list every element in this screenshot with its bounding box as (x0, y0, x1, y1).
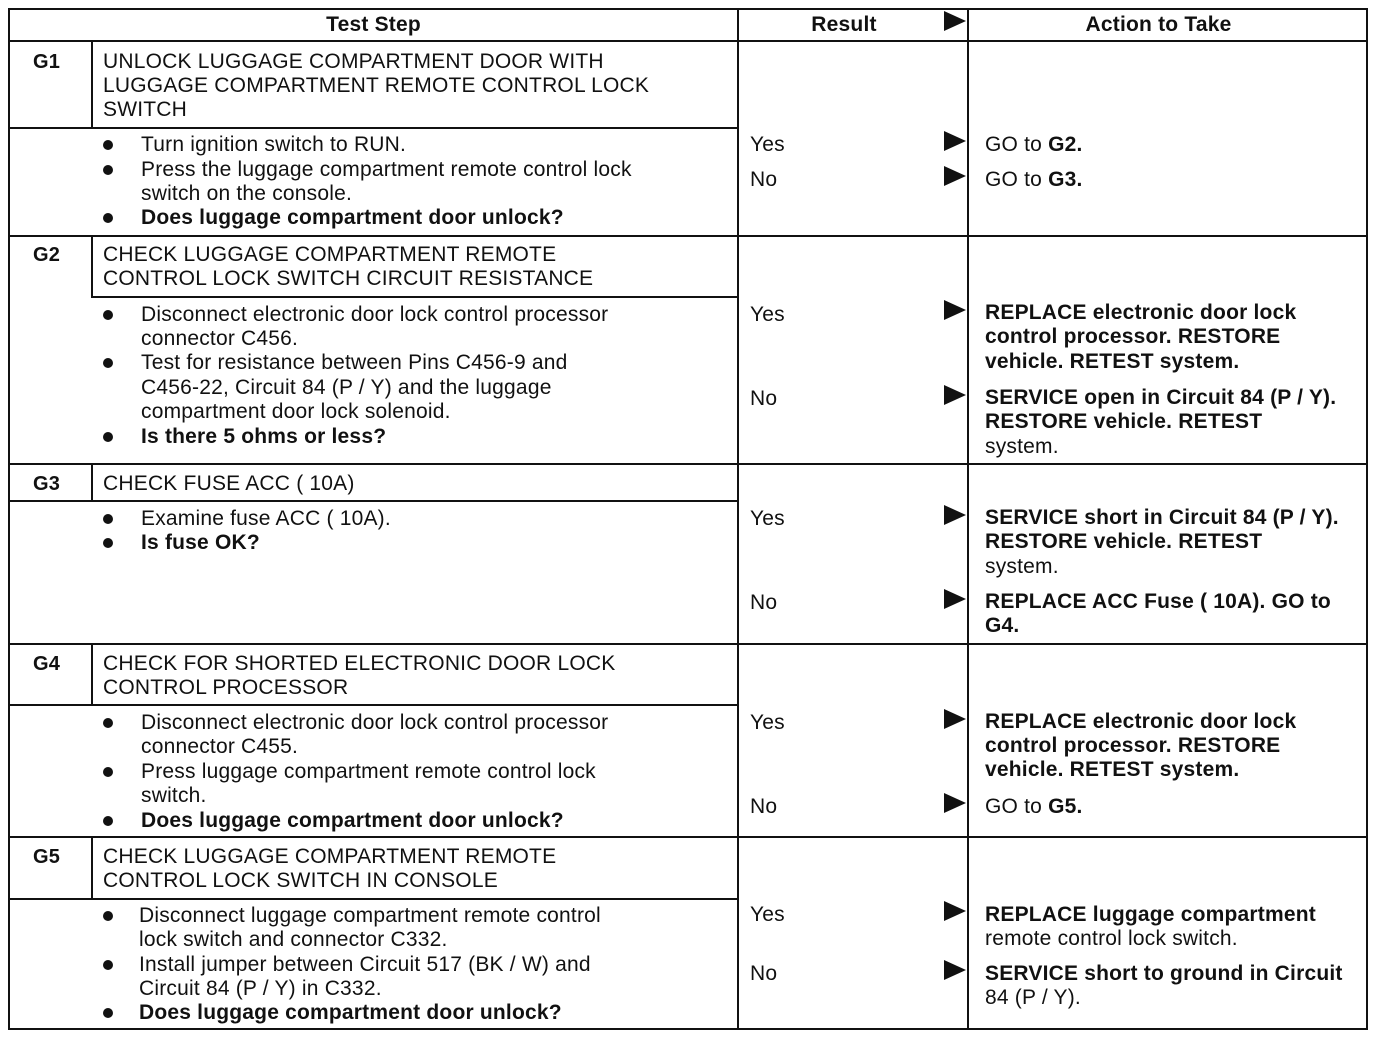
result-label: No (750, 168, 778, 191)
row-sep-g5 (8, 836, 1368, 838)
col-sep-result (737, 8, 739, 1030)
bullet-icon (103, 767, 113, 777)
bullet-text: connector C455. (141, 735, 299, 758)
title-rule-g1 (8, 127, 737, 129)
header-arrow-icon (944, 11, 966, 31)
action-text-part: . (1076, 795, 1083, 818)
bullet-text: Circuit 84 (P / Y) in C332. (139, 977, 382, 1000)
bullet-icon (103, 514, 113, 524)
action-text-line: RESTORE vehicle. RETEST (985, 410, 1263, 433)
bullet-icon (103, 816, 113, 826)
frame-top (8, 8, 1368, 10)
result-label: Yes (750, 507, 785, 530)
bullet-text: Disconnect electronic door lock control processor (141, 303, 609, 326)
action-step-ref: G5 (1048, 795, 1077, 818)
step-id: G2 (33, 244, 61, 266)
action-text-line: control processor. RESTORE (985, 734, 1281, 757)
bullet-text: Test for resistance between Pins C456-9 and (141, 351, 568, 374)
bullet-icon (103, 960, 113, 970)
bullet-text: lock switch and connector C332. (139, 928, 448, 951)
action-text-line: remote control lock switch. (985, 927, 1238, 950)
action-step-ref: G2 (1048, 133, 1077, 156)
arrow-right-icon (944, 709, 966, 729)
action-text-line: system. (985, 555, 1059, 578)
step-title-line: CHECK LUGGAGE COMPARTMENT REMOTE (103, 845, 557, 868)
step-title-line: CONTROL LOCK SWITCH IN CONSOLE (103, 869, 498, 892)
step-title-line: CHECK LUGGAGE COMPARTMENT REMOTE (103, 243, 557, 266)
bullet-question: Does luggage compartment door unlock? (139, 1001, 562, 1024)
bullet-text: connector C456. (141, 327, 299, 350)
header-test-step: Test Step (326, 13, 421, 36)
arrow-right-icon (944, 131, 966, 151)
arrow-right-icon (944, 960, 966, 980)
action-text-part: . (1076, 133, 1083, 156)
col-sep-action (967, 8, 969, 1030)
action-text-line: vehicle. RETEST system. (985, 350, 1240, 373)
bullet-text: Install jumper between Circuit 517 (BK / W) and (139, 953, 591, 976)
title-rule-g3 (8, 500, 737, 502)
action-text-line: SERVICE short in Circuit 84 (P / Y). (985, 506, 1339, 529)
title-rule-g4 (8, 704, 737, 706)
bullet-icon (103, 140, 113, 150)
title-rule-g5 (8, 898, 737, 900)
result-label: No (750, 795, 778, 818)
bullet-icon (103, 213, 113, 223)
bullet-text: C456-22, Circuit 84 (P / Y) and the luggage (141, 376, 552, 399)
step-title-line: LUGGAGE COMPARTMENT REMOTE CONTROL LOCK (103, 74, 650, 97)
title-rule-g2 (91, 296, 737, 298)
action-text-part: . (1076, 168, 1083, 191)
id-sep-g2 (91, 235, 93, 298)
row-sep-g3 (8, 463, 1368, 465)
row-sep-g4 (8, 643, 1368, 645)
arrow-right-icon (944, 901, 966, 921)
bullet-text: compartment door lock solenoid. (141, 400, 451, 423)
step-id: G3 (33, 473, 61, 495)
bullet-text: Disconnect luggage compartment remote control (139, 904, 601, 927)
id-sep-g1 (91, 40, 93, 129)
result-label: Yes (750, 903, 785, 926)
bullet-icon (103, 718, 113, 728)
action-step-ref: G3 (1048, 168, 1077, 191)
action-text (985, 133, 1083, 158)
result-label: Yes (750, 711, 785, 734)
id-sep-g4 (91, 643, 93, 706)
action-text-line: REPLACE electronic door lock (985, 301, 1297, 324)
step-id: G1 (33, 51, 61, 73)
arrow-right-icon (944, 505, 966, 525)
bullet-text: switch. (141, 784, 207, 807)
bullet-icon (103, 432, 113, 442)
arrow-right-icon (944, 589, 966, 609)
frame-bottom (8, 1028, 1368, 1030)
header-rule (8, 40, 1368, 42)
action-text (985, 795, 1083, 820)
action-text-part: GO to (985, 133, 1049, 156)
step-title-line: CHECK FOR SHORTED ELECTRONIC DOOR LOCK (103, 652, 616, 675)
bullet-icon (103, 911, 113, 921)
action-step-ref: G4. (985, 614, 1020, 637)
step-id: G5 (33, 846, 61, 868)
row-sep-g2 (8, 235, 1368, 237)
result-label: Yes (750, 133, 785, 156)
step-title-line: CONTROL LOCK SWITCH CIRCUIT RESISTANCE (103, 267, 594, 290)
action-text-line: system. (985, 435, 1059, 458)
bullet-question: Is there 5 ohms or less? (141, 425, 387, 448)
bullet-icon (103, 310, 113, 320)
arrow-right-icon (944, 385, 966, 405)
bullet-text: Press luggage compartment remote control lock (141, 760, 596, 783)
bullet-icon (103, 538, 113, 548)
step-title-line: CHECK FUSE ACC ( 10A) (103, 472, 355, 495)
bullet-text: Disconnect electronic door lock control processor (141, 711, 609, 734)
bullet-icon (103, 358, 113, 368)
action-text (985, 301, 1296, 326)
action-text-part: GO to (985, 795, 1049, 818)
action-text-line: SERVICE open in Circuit 84 (P / Y). (985, 386, 1337, 409)
step-id: G4 (33, 653, 61, 675)
action-text (985, 168, 1083, 193)
bullet-icon (103, 1008, 113, 1018)
result-label: Yes (750, 303, 785, 326)
header-action: Action to Take (1085, 13, 1232, 36)
action-text-part: GO to (985, 168, 1049, 191)
arrow-right-icon (944, 300, 966, 320)
action-text-line: REPLACE luggage compartment (985, 903, 1316, 926)
header-result: Result (811, 13, 877, 36)
action-text-line: vehicle. RETEST system. (985, 758, 1240, 781)
id-sep-g5 (91, 836, 93, 900)
step-title-line: SWITCH (103, 98, 188, 121)
bullet-text: switch on the console. (141, 182, 353, 205)
result-label: No (750, 591, 778, 614)
action-text-line: REPLACE ACC Fuse ( 10A). GO to (985, 590, 1331, 613)
id-sep-g3 (91, 463, 93, 502)
bullet-icon (103, 165, 113, 175)
arrow-right-icon (944, 166, 966, 186)
action-text-line: 84 (P / Y). (985, 986, 1081, 1009)
action-text-line: SERVICE short to ground in Circuit (985, 962, 1343, 985)
frame-left (8, 8, 10, 1030)
arrow-right-icon (944, 793, 966, 813)
bullet-text: Press the luggage compartment remote control lock (141, 158, 632, 181)
bullet-text: Examine fuse ACC ( 10A). (141, 507, 391, 530)
action-text-line: RESTORE vehicle. RETEST (985, 530, 1263, 553)
bullet-text: Turn ignition switch to RUN. (141, 133, 407, 156)
frame-right (1366, 8, 1368, 1030)
bullet-question: Is fuse OK? (141, 531, 260, 554)
bullet-question: Does luggage compartment door unlock? (141, 809, 564, 832)
result-label: No (750, 962, 778, 985)
step-title-line: UNLOCK LUGGAGE COMPARTMENT DOOR WITH (103, 50, 604, 73)
action-text-line: REPLACE electronic door lock (985, 710, 1297, 733)
action-text-line: control processor. RESTORE (985, 325, 1281, 348)
bullet-question: Does luggage compartment door unlock? (141, 206, 564, 229)
step-title-line: CONTROL PROCESSOR (103, 676, 349, 699)
result-label: No (750, 387, 778, 410)
